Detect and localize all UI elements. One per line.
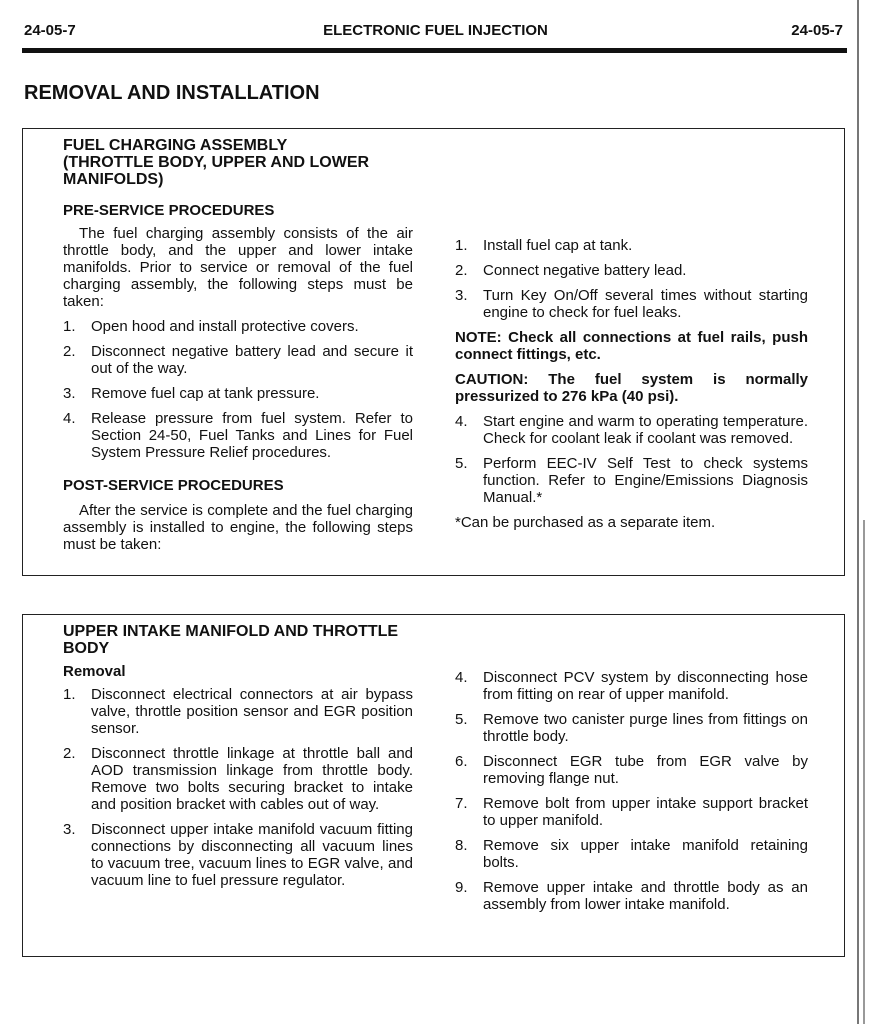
page-edge-line-inner — [863, 520, 865, 1024]
list-item: 1. Open hood and install protective covers. — [63, 318, 359, 335]
post-service-intro: After the service is complete and the fuel charging assembly is installed to engine, the following steps must be taken: — [63, 502, 413, 553]
footnote: *Can be purchased as a separate item. — [455, 514, 716, 531]
note-text: NOTE: Check all connections at fuel rails, push connect fittings, etc. — [455, 329, 808, 363]
list-item: 5. Perform EEC-IV Self Test to check systems function. Refer to Engine/Emissions Diagnosis Manual.* — [455, 455, 808, 506]
removal-steps-left — [63, 686, 413, 889]
pre-service-steps — [63, 318, 413, 461]
page-edge-line — [857, 0, 859, 1024]
box2-right-column — [455, 669, 808, 921]
running-header-title: ELECTRONIC FUEL INJECTION — [323, 22, 548, 39]
fuel-charging-assembly-box — [22, 128, 845, 576]
list-item: 3. Turn Key On/Off several times without starting engine to check for fuel leaks. — [455, 287, 808, 321]
list-item: 3. Disconnect upper intake manifold vacuum fitting connections by disconnecting all vacuum lines to vacuum tree, vacuum lines to EGR valve, and vacuum line to fuel pressure regulator. — [63, 821, 413, 889]
list-item: 2. Connect negative battery lead. — [455, 262, 687, 279]
list-item: 4. Release pressure from fuel system. Refer to Section 24-50, Fuel Tanks and Lines for Fuel System Pressure Relief procedures. — [63, 410, 413, 461]
box1-heading-line1: FUEL CHARGING ASSEMBLY — [63, 137, 288, 154]
list-item: 7. Remove bolt from upper intake support bracket to upper manifold. — [455, 795, 808, 829]
box2-heading-line1: UPPER INTAKE MANIFOLD AND THROTTLE — [63, 623, 399, 640]
removal-heading: Removal — [63, 663, 126, 680]
pre-service-intro: The fuel charging assembly consists of the air throttle body, and the upper and lower intake manifolds. Prior to service or removal of the fuel charging assembly, the following steps must be taken: — [63, 225, 413, 310]
list-item: 4. Disconnect PCV system by disconnecting hose from fitting on rear of upper manifold. — [455, 669, 808, 703]
pre-service-heading: PRE-SERVICE PROCEDURES — [63, 202, 275, 219]
box1-left-column — [63, 137, 413, 553]
box1-heading-line2: (THROTTLE BODY, UPPER AND LOWER — [63, 154, 370, 171]
section-title: REMOVAL AND INSTALLATION — [24, 82, 320, 104]
header-rule — [22, 48, 847, 53]
post-service-steps-b — [455, 413, 808, 506]
page-number-left: 24-05-7 — [24, 22, 76, 39]
list-item: 9. Remove upper intake and throttle body as an assembly from lower intake manifold. — [455, 879, 808, 913]
post-service-heading: POST-SERVICE PROCEDURES — [63, 477, 284, 494]
page-number-right: 24-05-7 — [791, 22, 843, 39]
list-item: 2. Disconnect negative battery lead and secure it out of the way. — [63, 343, 413, 377]
box1-right-column — [455, 237, 808, 531]
list-item: 8. Remove six upper intake manifold retaining bolts. — [455, 837, 808, 871]
list-item: 2. Disconnect throttle linkage at throttle ball and AOD transmission linkage from throttle body. Remove two bolts securing bracket to intake and position bracket with cables out of way. — [63, 745, 413, 813]
box2-left-column — [63, 623, 413, 897]
post-service-steps-a — [455, 237, 808, 321]
list-item: 1. Disconnect electrical connectors at air bypass valve, throttle position sensor and EGR position sensor. — [63, 686, 413, 737]
list-item: 4. Start engine and warm to operating temperature. Check for coolant leak if coolant was removed. — [455, 413, 808, 447]
list-item: 1. Install fuel cap at tank. — [455, 237, 633, 254]
box1-heading-line3: MANIFOLDS) — [63, 171, 164, 188]
box2-heading-line2: BODY — [63, 640, 110, 657]
removal-steps-right — [455, 669, 808, 913]
upper-intake-manifold-box — [22, 614, 845, 957]
caution-text: CAUTION: The fuel system is normally pressurized to 276 kPa (40 psi). — [455, 371, 808, 405]
list-item: 6. Disconnect EGR tube from EGR valve by removing flange nut. — [455, 753, 808, 787]
list-item: 5. Remove two canister purge lines from fittings on throttle body. — [455, 711, 808, 745]
list-item: 3. Remove fuel cap at tank pressure. — [63, 385, 320, 402]
